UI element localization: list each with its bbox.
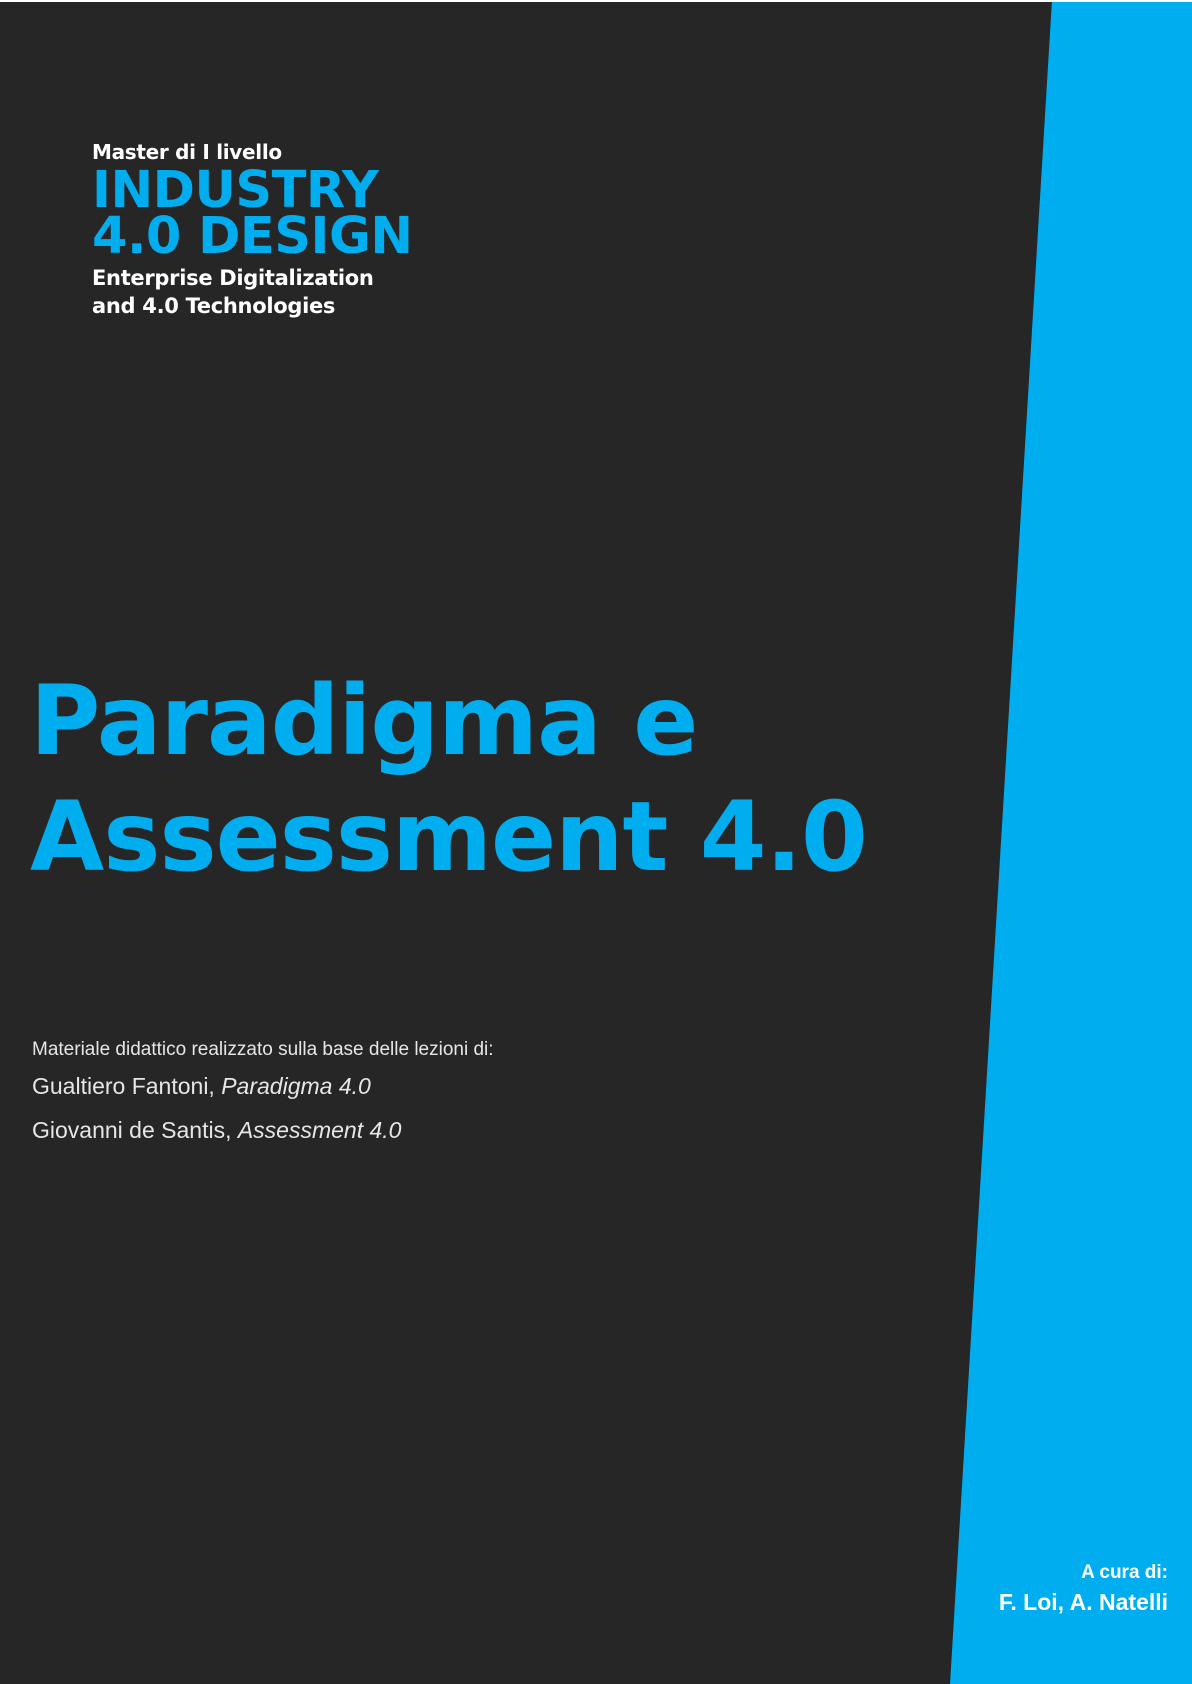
document-title-line: Assessment 4.0 (30, 781, 867, 893)
lecture-credit (32, 1108, 832, 1152)
master-subtitle-line: Enterprise Digitalization (92, 266, 374, 290)
lecture-title: Paradigma 4.0 (221, 1073, 371, 1099)
curators-label: A cura di: (1081, 1562, 1168, 1583)
credits-block (32, 1036, 832, 1152)
accent-band-shape (950, 0, 1192, 1684)
lecture-credit (32, 1064, 832, 1108)
credits-intro: Materiale didattico realizzato sulla base delle lezioni di: (32, 1039, 494, 1060)
lecture-author: Giovanni de Santis, (32, 1117, 238, 1143)
lecture-title: Assessment 4.0 (237, 1117, 402, 1143)
master-title (92, 161, 512, 266)
master-title-line: INDUSTRY (92, 161, 379, 220)
top-edge (0, 0, 1192, 2)
curators-names: F. Loi, A. Natelli (998, 1589, 1168, 1615)
master-subtitle-line: and 4.0 Technologies (92, 294, 336, 318)
master-title-line: 4.0 DESIGN (92, 207, 413, 266)
curators-block (999, 1559, 1168, 1617)
lecture-author: Gualtiero Fantoni, (32, 1073, 222, 1099)
master-program-logo (92, 138, 512, 320)
document-title (30, 663, 930, 895)
master-subtitle (92, 264, 512, 320)
master-kicker: Master di I livello (92, 140, 282, 164)
document-title-line: Paradigma e (30, 665, 698, 777)
